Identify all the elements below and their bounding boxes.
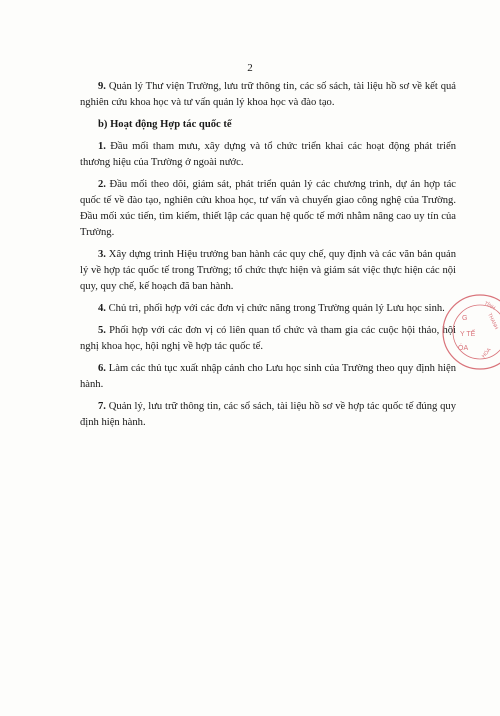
item-text: Đầu mối tham mưu, xây dựng và tổ chức triển khai các hoạt động phát triển thương hiệu của Trường ở ngoài nước. <box>80 141 456 168</box>
item-number: 5. <box>98 325 106 336</box>
item-number: 6. <box>98 363 106 374</box>
list-item <box>80 247 456 295</box>
stamp-letter: Y TẾ <box>460 331 476 338</box>
item-number: 7. <box>98 401 106 412</box>
item-text: Quản lý Thư viện Trường, lưu trữ thông tin, các số sách, tài liệu hồ sơ về kết quả nghiên cứu khoa học và tư vấn quản lý khoa học và đào tạo. <box>80 81 456 108</box>
item-text: Chủ trì, phối hợp với các đơn vị chức năng trong Trường quản lý Lưu học sinh. <box>105 303 445 314</box>
item-text: Đầu mối theo dõi, giám sát, phát triển quản lý các chương trình, dự án hợp tác quốc tế về đào tạo, nghiên cứu khoa học, tư vấn và chuyển giao công nghệ của Trường. Đầu mối xúc tiến, tìm kiếm, thiết lập các quan hệ quốc tế mới nhằm nâng cao uy tín của Trường. <box>80 179 456 238</box>
item-number: 1. <box>98 141 106 152</box>
stamp-letter: HÓA <box>480 347 493 360</box>
stamp-letter: G <box>462 315 468 322</box>
list-item <box>80 301 456 317</box>
item-text: Xây dựng trình Hiệu trưởng ban hành các quy chế, quy định và các văn bản quản lý về hợp tác quốc tế trong Trường; tổ chức thực hiện và giám sát việc thực hiện các nội quy, quy chế, kế hoạch đã ban hành. <box>80 249 456 292</box>
list-item <box>80 399 456 431</box>
item-text: Làm các thủ tục xuất nhập cảnh cho Lưu học sinh của Trường theo quy định hiện hành. <box>80 363 456 390</box>
official-stamp <box>440 292 500 372</box>
item-number: 9. <box>98 81 106 92</box>
item-number: 3. <box>98 249 106 260</box>
list-item <box>80 323 456 355</box>
list-item <box>80 139 456 171</box>
stamp-letter: TỈNH <box>483 300 497 312</box>
item-number: 2. <box>98 179 106 190</box>
list-item <box>80 177 456 241</box>
page-number: 2 <box>247 62 253 74</box>
list-item <box>80 361 456 393</box>
section-heading: b) Hoạt động Hợp tác quốc tế <box>98 119 232 130</box>
item-text: Phối hợp với các đơn vị có liên quan tổ chức và tham gia các cuộc hội thảo, hội nghị khoa học, hội nghị về hợp tác quốc tế. <box>80 325 456 352</box>
document-body <box>80 79 456 437</box>
stamp-letter: THANH <box>486 312 499 331</box>
item-number: 4. <box>98 303 106 314</box>
item-text: Quản lý, lưu trữ thông tin, các sổ sách, tài liệu hồ sơ về hợp tác quốc tế đúng quy định hiện hành. <box>80 401 456 428</box>
stamp-letter: ÓA <box>458 345 469 352</box>
list-item <box>80 79 456 111</box>
